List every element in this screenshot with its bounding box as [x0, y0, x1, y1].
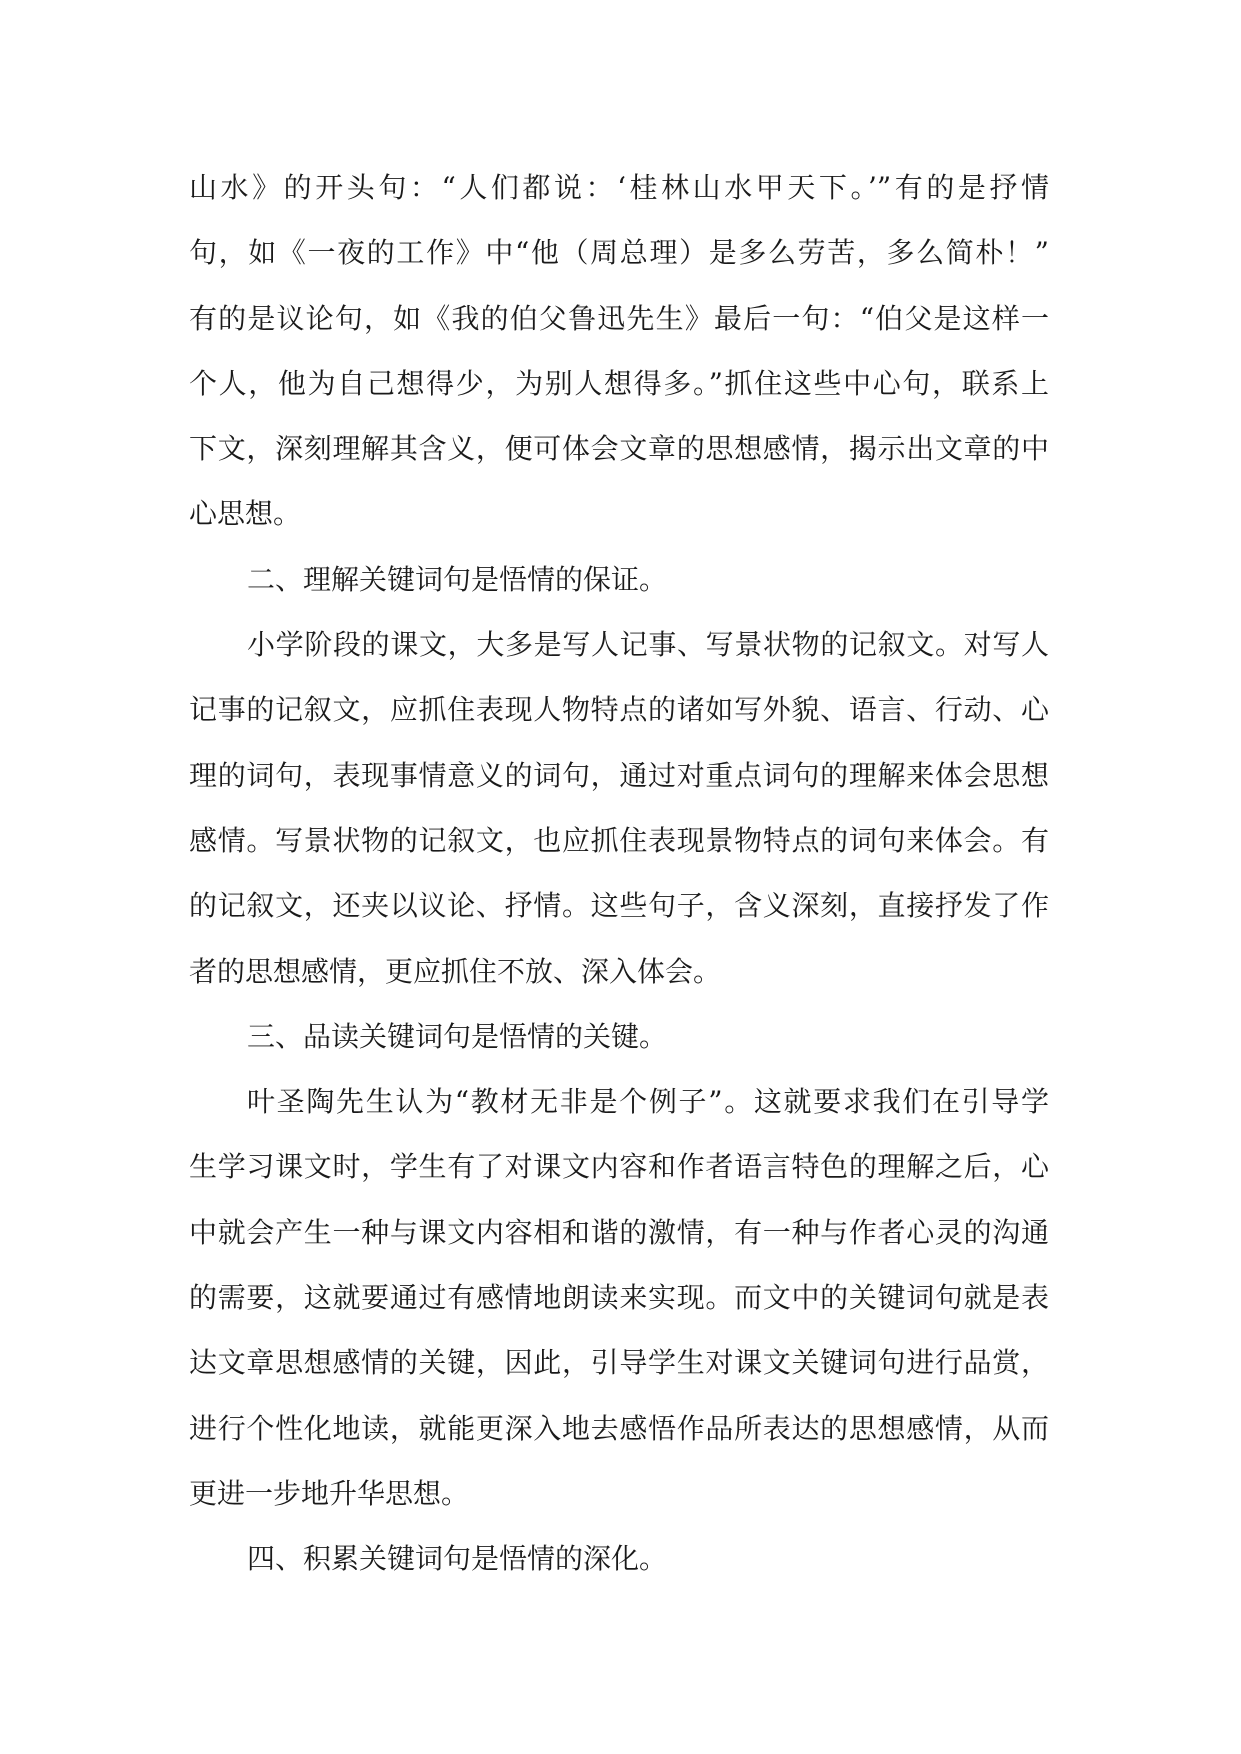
text-line: 有的是议论句，如《我的伯父鲁迅先生》最后一句：“伯父是这样一 — [189, 301, 1049, 335]
text-line: 句，如《一夜的工作》中“他（周总理）是多么劳苦，多么简朴！” — [189, 236, 1049, 270]
text-line: 达文章思想感情的关键，因此，引导学生对课文关键词句进行品赏， — [189, 1346, 1049, 1380]
text-line: 生学习课文时，学生有了对课文内容和作者语言特色的理解之后，心 — [189, 1150, 1049, 1184]
body-text — [189, 155, 1049, 1592]
text-line: 理的词句，表现事情意义的词句，通过对重点词句的理解来体会思想 — [189, 758, 1049, 792]
text-line: 心思想。 — [189, 497, 302, 531]
text-line: 个人，他为自己想得少，为别人想得多。”抓住这些中心句，联系上 — [189, 366, 1049, 400]
text-line: 更进一步地升华思想。 — [189, 1476, 470, 1510]
text-line: 山水》的开头句：“人们都说：‘桂林山水甲天下。’”有的是抒情 — [189, 171, 1049, 204]
text-line: 叶圣陶先生认为“教材无非是个例子”。这就要求我们在引导学 — [247, 1085, 1049, 1119]
text-line: 中就会产生一种与课文内容相和谐的激情，有一种与作者心灵的沟通 — [189, 1215, 1049, 1249]
section-heading: 二、理解关键词句是悟情的保证。 — [247, 562, 668, 596]
text-line: 进行个性化地读，就能更深入地去感悟作品所表达的思想感情，从而 — [189, 1411, 1049, 1445]
text-line: 下文，深刻理解其含义，便可体会文章的思想感情，揭示出文章的中 — [189, 432, 1049, 466]
text-line: 的记叙文，还夹以议论、抒情。这些句子，含义深刻，直接抒发了作 — [189, 889, 1049, 923]
text-line: 感情。写景状物的记叙文，也应抓住表现景物特点的词句来体会。有 — [189, 823, 1049, 857]
text-line: 的需要，这就要通过有感情地朗读来实现。而文中的关键词句就是表 — [189, 1281, 1049, 1315]
text-line: 记事的记叙文，应抓住表现人物特点的诸如写外貌、语言、行动、心 — [189, 693, 1049, 727]
text-line: 小学阶段的课文，大多是写人记事、写景状物的记叙文。对写人 — [247, 628, 1049, 662]
text-line: 者的思想感情，更应抓住不放、深入体会。 — [189, 954, 722, 988]
section-heading: 三、品读关键词句是悟情的关键。 — [247, 1019, 668, 1053]
section-heading: 四、积累关键词句是悟情的深化。 — [247, 1542, 668, 1576]
